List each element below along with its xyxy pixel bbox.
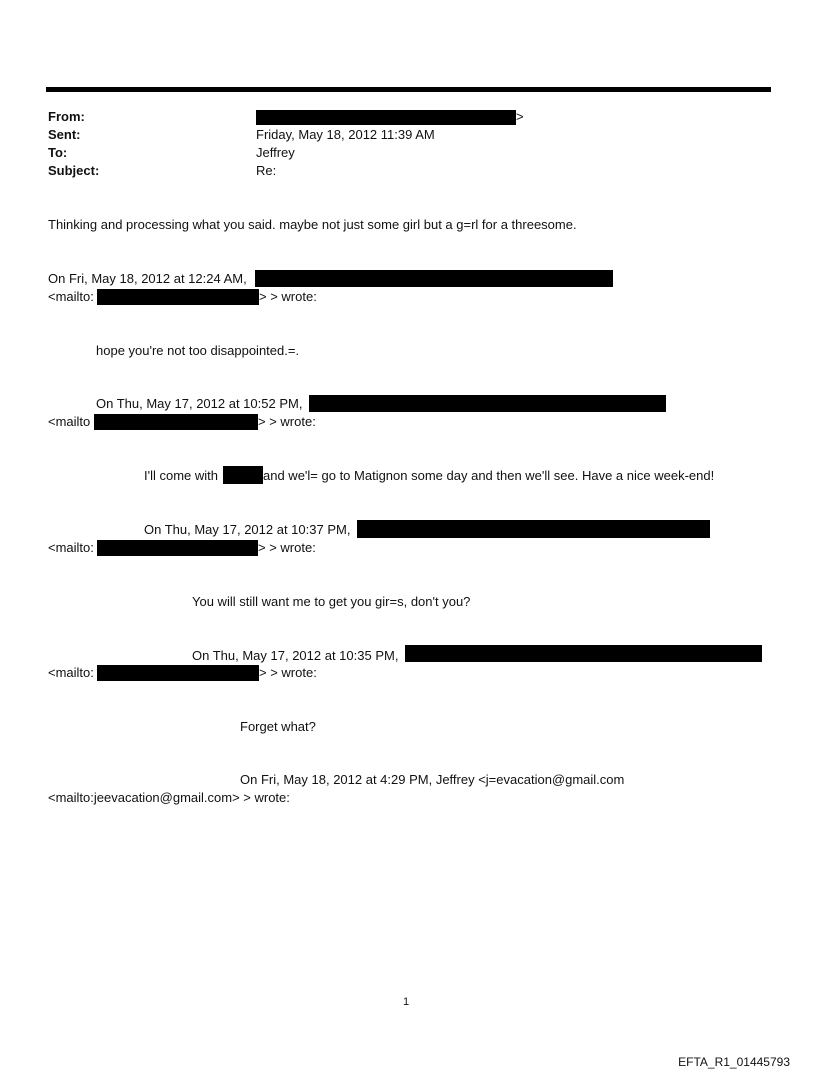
quote-3-text: You will still want me to get you gir=s, don't you?	[192, 594, 471, 609]
redacted-sender-1	[255, 270, 613, 287]
redacted-email-2	[94, 414, 258, 430]
document-id: EFTA_R1_01445793	[678, 1055, 790, 1069]
quote-2-text-before: I'll come with	[144, 468, 219, 483]
quote-5-attribution: On Fri, May 18, 2012 at 4:29 PM, Jeffrey <j=evacation@gmail.com	[240, 772, 625, 787]
redacted-email-1	[97, 289, 259, 305]
quote-1-wrote: > > wrote:	[259, 289, 317, 304]
to-value: Jeffrey	[256, 145, 295, 160]
page-number: 1	[403, 996, 410, 1008]
header-rule	[46, 87, 771, 92]
quote-4-attribution: On Thu, May 17, 2012 at 10:35 PM,	[192, 648, 399, 663]
redacted-name-inline	[223, 466, 263, 484]
quote-3-wrote: > > wrote:	[258, 540, 316, 555]
quote-1-attribution: On Fri, May 18, 2012 at 12:24 AM,	[48, 271, 247, 286]
quote-2-attribution: On Thu, May 17, 2012 at 10:52 PM,	[96, 396, 303, 411]
quote-5-mailto: <mailto:jeevacation@gmail.com> > wrote:	[48, 790, 290, 805]
sent-label: Sent:	[48, 127, 81, 142]
quote-1-text: hope you're not too disappointed.=.	[96, 343, 300, 358]
quote-2-text-after: and we'l= go to Matignon some day and then we'll see. Have a nice week-end!	[263, 468, 715, 483]
redacted-sender-2	[309, 395, 666, 412]
quote-2-mailto: <mailto	[48, 414, 91, 429]
quote-4-wrote: > > wrote:	[259, 665, 317, 680]
subject-value: Re:	[256, 163, 277, 178]
quote-2-wrote: > > wrote:	[258, 414, 316, 429]
quote-3-attribution: On Thu, May 17, 2012 at 10:37 PM,	[144, 522, 351, 537]
quote-4-text: Forget what?	[240, 719, 316, 734]
subject-label: Subject:	[48, 163, 100, 178]
from-label: From:	[48, 109, 85, 124]
sent-value: Friday, May 18, 2012 11:39 AM	[256, 127, 435, 142]
quote-1-mailto: <mailto:	[48, 289, 94, 304]
quote-4-mailto: <mailto:	[48, 665, 94, 680]
redacted-sender-4	[405, 645, 762, 662]
redacted-email-3	[97, 540, 258, 556]
redacted-email-4	[97, 665, 259, 681]
redacted-sender-3	[357, 520, 710, 538]
quote-3-mailto: <mailto:	[48, 540, 94, 555]
to-label: To:	[48, 145, 68, 160]
from-suffix: >	[516, 109, 524, 124]
redacted-from	[256, 110, 516, 125]
reply-body: Thinking and processing what you said. maybe not just some girl but a g=rl for a threesome.	[48, 217, 577, 232]
